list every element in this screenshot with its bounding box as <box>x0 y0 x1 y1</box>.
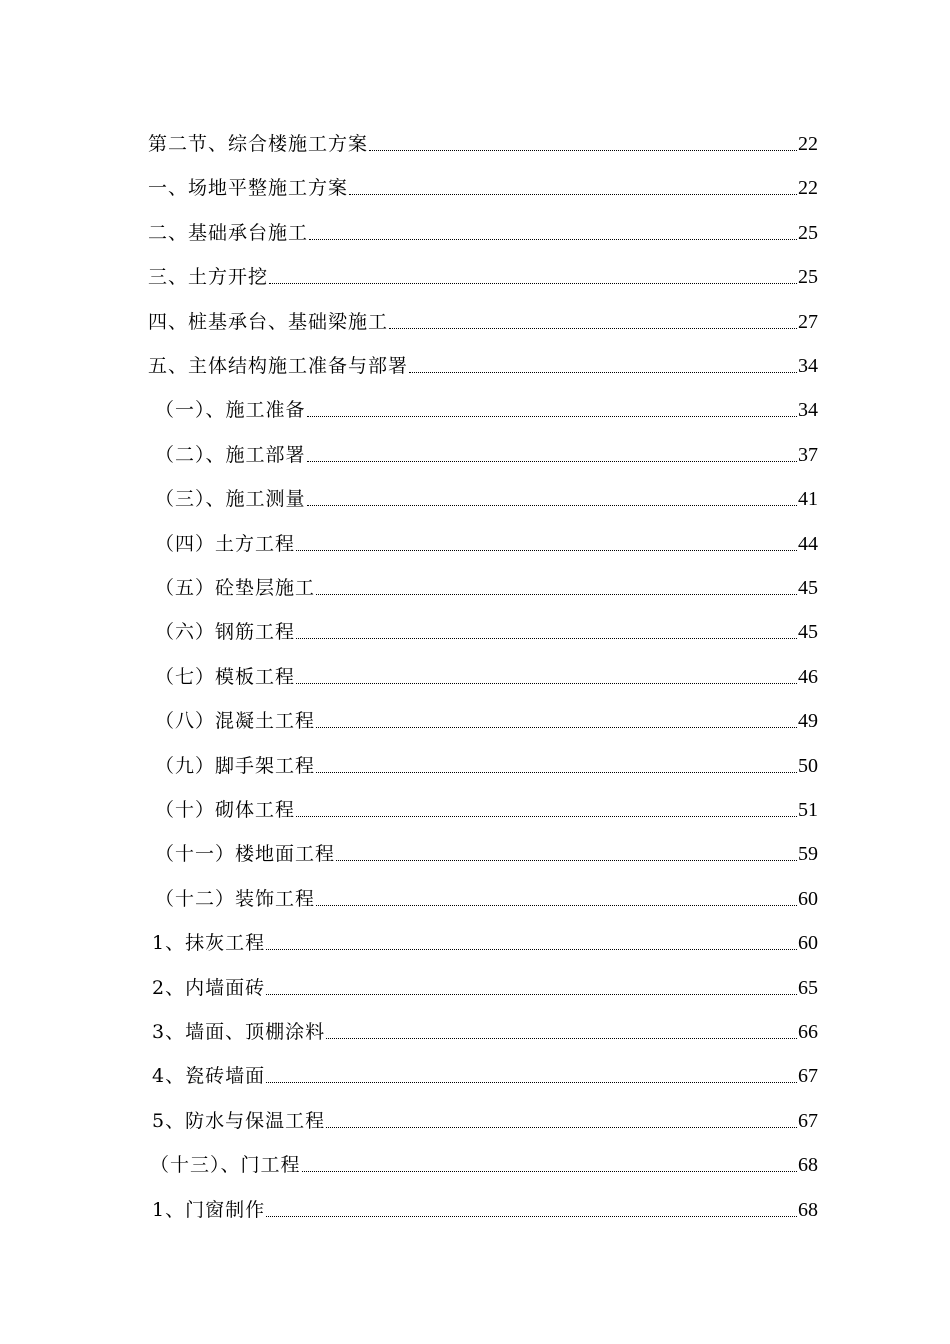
toc-dot-leader <box>349 193 797 195</box>
toc-entry[interactable] <box>155 790 818 822</box>
toc-page-number: 46 <box>798 666 818 688</box>
toc-page-number: 25 <box>798 222 818 244</box>
toc-entry[interactable] <box>148 257 818 289</box>
toc-page-number: 34 <box>798 399 818 421</box>
toc-entry-title: （十）砌体工程 <box>155 799 296 821</box>
toc-dot-leader <box>302 1170 797 1172</box>
toc-page-number: 34 <box>798 355 818 377</box>
toc-entry[interactable] <box>150 1145 818 1177</box>
toc-dot-leader <box>316 904 797 906</box>
toc-page-number: 45 <box>798 577 818 599</box>
toc-entry-title: 一、场地平整施工方案 <box>148 177 349 199</box>
toc-dot-leader <box>296 637 797 639</box>
toc-entry[interactable] <box>155 524 818 556</box>
toc-page-number: 22 <box>798 133 818 155</box>
toc-page-number: 45 <box>798 621 818 643</box>
toc-dot-leader <box>316 771 797 773</box>
toc-entry[interactable] <box>152 1190 818 1222</box>
toc-entry-title: （十二）装饰工程 <box>155 888 316 910</box>
toc-dot-leader <box>266 948 797 950</box>
toc-page-number: 22 <box>798 177 818 199</box>
toc-entry-title: （四）土方工程 <box>155 533 296 555</box>
toc-entry[interactable] <box>152 1012 818 1044</box>
toc-entry-title: 五、主体结构施工准备与部署 <box>148 355 409 377</box>
toc-entry-title: （九）脚手架工程 <box>155 755 316 777</box>
toc-entry-title: （二）、施工部署 <box>155 444 306 466</box>
toc-page-number: 49 <box>798 710 818 732</box>
toc-entry-title: （三）、施工测量 <box>155 488 306 510</box>
toc-page-number: 50 <box>798 755 818 777</box>
toc-entry[interactable] <box>152 1101 818 1133</box>
toc-entry-title: （七）模板工程 <box>155 666 296 688</box>
toc-entry[interactable] <box>155 568 818 600</box>
toc-entry-title: （五）砼垫层施工 <box>155 577 316 599</box>
toc-page-number: 44 <box>798 533 818 555</box>
toc-dot-leader <box>326 1037 797 1039</box>
toc-dot-leader <box>307 460 797 462</box>
toc-entry[interactable] <box>155 746 818 778</box>
toc-entry-title: 4、瓷砖墙面 <box>152 1065 266 1087</box>
toc-page-number: 67 <box>798 1110 818 1132</box>
toc-entry-title: 1、抹灰工程 <box>152 932 266 954</box>
toc-page-number: 67 <box>798 1065 818 1087</box>
toc-entry-title: 3、墙面、顶棚涂料 <box>152 1021 326 1043</box>
toc-entry[interactable] <box>155 479 818 511</box>
toc-entry[interactable] <box>148 213 818 245</box>
toc-entry-title: 四、桩基承台、基础梁施工 <box>148 311 389 333</box>
toc-entry[interactable] <box>148 124 818 156</box>
toc-entry-title: 1、门窗制作 <box>152 1199 266 1221</box>
toc-entry-title: （十一）楼地面工程 <box>155 843 336 865</box>
toc-entry-title: 第二节、综合楼施工方案 <box>148 133 369 155</box>
toc-page-number: 66 <box>798 1021 818 1043</box>
toc-entry[interactable] <box>152 923 818 955</box>
toc-page-number: 37 <box>798 444 818 466</box>
toc-dot-leader <box>336 859 797 861</box>
toc-page-number: 65 <box>798 977 818 999</box>
toc-entry-title: 2、内墙面砖 <box>152 977 266 999</box>
toc-entry-title: （一）、施工准备 <box>155 399 306 421</box>
toc-entry[interactable] <box>155 435 818 467</box>
toc-entry-title: （八）混凝土工程 <box>155 710 316 732</box>
toc-dot-leader <box>307 415 797 417</box>
toc-dot-leader <box>309 238 797 240</box>
toc-dot-leader <box>369 149 797 151</box>
toc-page-number: 60 <box>798 932 818 954</box>
toc-page-number: 60 <box>798 888 818 910</box>
toc-dot-leader <box>389 327 797 329</box>
toc-entry[interactable] <box>155 612 818 644</box>
toc-dot-leader <box>296 815 797 817</box>
toc-entry[interactable] <box>155 701 818 733</box>
toc-entry-title: （六）钢筋工程 <box>155 621 296 643</box>
toc-entry[interactable] <box>155 834 818 866</box>
toc-entry[interactable] <box>152 968 818 1000</box>
toc-page-number: 25 <box>798 266 818 288</box>
toc-entry-title: 二、基础承台施工 <box>148 222 309 244</box>
toc-entry-title: 三、土方开挖 <box>148 266 269 288</box>
toc-dot-leader <box>266 993 797 995</box>
toc-entry[interactable] <box>148 302 818 334</box>
toc-entry-title: （十三）、门工程 <box>150 1154 301 1176</box>
toc-dot-leader <box>266 1215 797 1217</box>
toc-dot-leader <box>296 549 797 551</box>
toc-entry[interactable] <box>152 1056 818 1088</box>
toc-dot-leader <box>296 682 797 684</box>
toc-dot-leader <box>266 1081 797 1083</box>
toc-page-number: 51 <box>798 799 818 821</box>
toc-dot-leader <box>326 1126 797 1128</box>
toc-entry[interactable] <box>155 879 818 911</box>
toc-page-number: 68 <box>798 1154 818 1176</box>
toc-page-number: 59 <box>798 843 818 865</box>
toc-entry-title: 5、防水与保温工程 <box>152 1110 326 1132</box>
toc-entry[interactable] <box>155 390 818 422</box>
toc-page-number: 27 <box>798 311 818 333</box>
toc-dot-leader <box>316 726 797 728</box>
toc-entry[interactable] <box>155 657 818 689</box>
toc-dot-leader <box>269 282 797 284</box>
toc-page-number: 41 <box>798 488 818 510</box>
toc-entry[interactable] <box>148 168 818 200</box>
toc-dot-leader <box>409 371 797 373</box>
toc-dot-leader <box>316 593 797 595</box>
toc-dot-leader <box>307 504 797 506</box>
toc-page-number: 68 <box>798 1199 818 1221</box>
toc-entry[interactable] <box>148 346 818 378</box>
